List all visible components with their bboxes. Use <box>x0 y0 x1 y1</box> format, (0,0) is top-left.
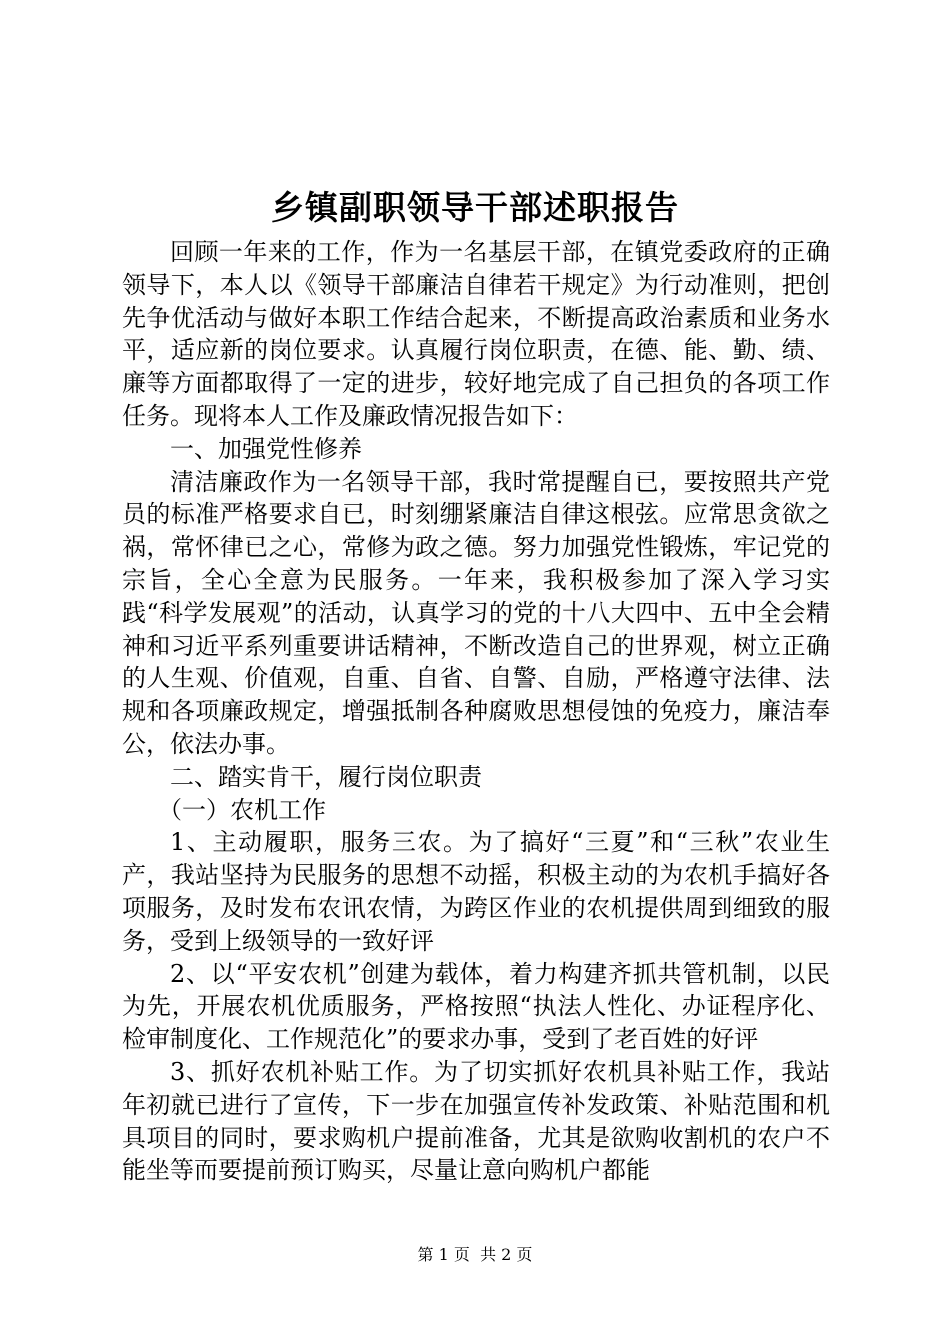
subsection-heading-1: （一）农机工作 <box>158 795 326 824</box>
section-1-paragraph: 清洁廉政作为一名领导干部，我时常提醒自已，要按照共产党员的标准严格要求自已，时刻绷紧廉洁自律这根弦。应常思贪欲之祸，常怀律已之心，常修为政之德。努力加强党性锻炼，牢记党的宗旨，全心全意为民服务。一年来，我积极参加了深入学习实践“科学发展观”的活动，认真学习的党的十八大四中、五中全会精神和习近平系列重要讲话精神，不断改造自己的世界观，树立正确的人生观、价值观，自重、自省、自警、自励，严格遵守法律、法规和各项廉政规定，增强抵制各种腐败思想侵蚀的免疫力，廉洁奉公，依法办事。 <box>122 467 830 758</box>
document-body <box>122 236 830 1187</box>
page-number-label: 第 1 页 共 2 页 <box>417 1245 533 1264</box>
intro-paragraph: 回顾一年来的工作，作为一名基层干部，在镇党委政府的正确领导下，本人以《领导干部廉洁自律若干规定》为行动准则，把创先争优活动与做好本职工作结合起来，不断提高政治素质和业务水平，适应新的岗位要求。认真履行岗位职责，在德、能、勤、绩、廉等方面都取得了一定的进步，较好地完成了自己担负的各项工作任务。现将本人工作及廉政情况报告如下： <box>122 238 830 430</box>
page-footer <box>0 1244 950 1266</box>
section-heading-2: 二、踏实肯干，履行岗位职责 <box>170 762 482 791</box>
list-item-1: 1、主动履职，服务三农。为了搞好“三夏”和“三秋”农业生产，我站坚持为民服务的思想不动摇，积极主动的为农机手搞好各项服务，及时发布农讯农情，为跨区作业的农机提供周到细致的服务，受到上级领导的一致好评 <box>122 828 830 955</box>
list-item-3: 3、抓好农机补贴工作。为了切实抓好农机具补贴工作，我站年初就已进行了宣传，下一步在加强宣传补发政策、补贴范围和机具项目的同时，要求购机户提前准备，尤其是欲购收割机的农户不能坐等而要提前预订购买，尽量让意向购机户都能 <box>122 1057 830 1185</box>
section-heading-1: 一、加强党性修养 <box>170 434 362 463</box>
document-title: 乡镇副职领导干部述职报告 <box>271 188 679 227</box>
list-item-2: 2、以“平安农机”创建为载体，着力构建齐抓共管机制，以民为先，开展农机优质服务，严格按照“执法人性化、办证程序化、检审制度化、工作规范化”的要求办事，受到了老百姓的好评 <box>122 959 830 1054</box>
